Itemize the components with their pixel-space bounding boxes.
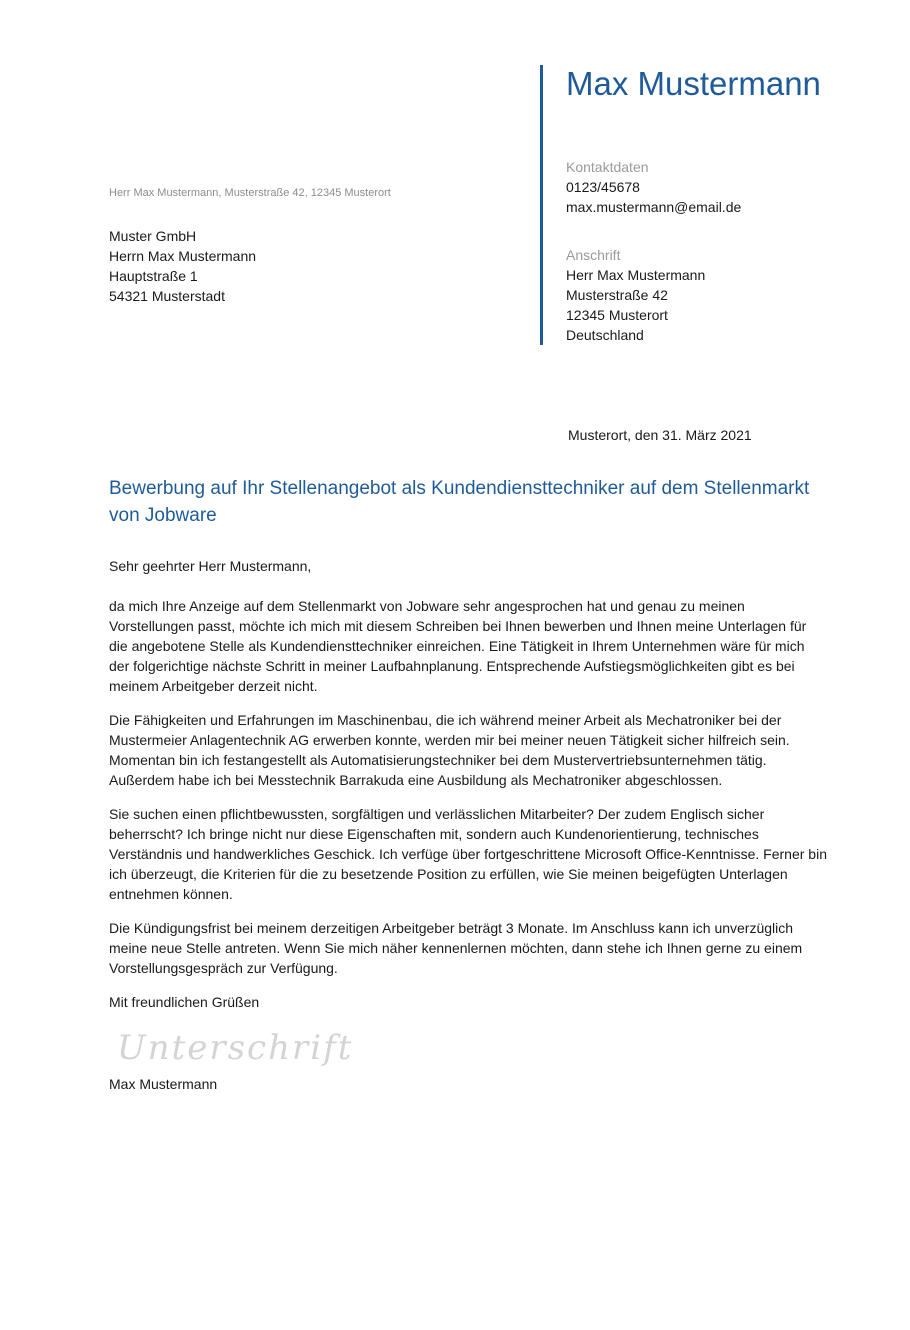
body-paragraph: Die Fähigkeiten und Erfahrungen im Maschinenbau, die ich während meiner Arbeit als Mechatroniker bei der Mustermeier Anlagentechnik AG erwerben konnte, werden mir bei meiner neuen Tätigkeit sicher hilfreich sein. Momentan bin ich festangestellt als Automatisierungstechniker bei dem Mustervertriebsunternehmen tätig. Außerdem habe ich bei Messtechnik Barrakuda eine Ausbildung als Mechatroniker abgeschlossen. xyxy=(109,712,790,788)
recipient-address xyxy=(109,226,256,306)
contact-block xyxy=(566,157,741,345)
body-paragraph: Sie suchen einen pflichtbewussten, sorgfältigen und verlässlichen Mitarbeiter? Der zudem Englisch sicher beherrscht? Ich bringe nicht nur diese Eigenschaften mit, sondern auch Kundenorientierung, technisches Verständnis und handwerkliches Geschick. Ich verfüge über fortgeschrittene Microsoft Office-Kenntnisse. Ferner bin ich überzeugt, die Kriterien für die zu besetzende Position zu erfüllen, wie Sie meinen beigefügten Unterlagen entnehmen können. xyxy=(109,806,827,902)
letter-subject: Bewerbung auf Ihr Stellenangebot als Kundendiensttechniker auf dem Stellenmarkt von Jobware xyxy=(109,478,810,526)
body-paragraph: da mich Ihre Anzeige auf dem Stellenmarkt von Jobware sehr angesprochen hat und genau zu meinen Vorstellungen passt, möchte ich mich mit diesem Schreiben bei Ihnen bewerben und Ihnen meine Unterlagen für die angebotene Stelle als Kundendiensttechniker einreichen. Eine Tätigkeit in Ihrem Unternehmen wäre für mich der folgerichtige nächste Schritt in meiner Laufbahnplanung. Entsprechende Aufstiegsmöglichkeiten gibt es bei meinem Arbeitgeber derzeit nicht. xyxy=(109,598,807,694)
contact-label: Kontaktdaten xyxy=(566,159,649,175)
address-line: Musterstraße 42 xyxy=(566,287,668,303)
sender-return-address: Herr Max Mustermann, Musterstraße 42, 12345 Musterort xyxy=(109,187,391,199)
applicant-name-heading: Max Mustermann xyxy=(566,65,821,102)
recipient-line: Muster GmbH xyxy=(109,228,197,244)
header-accent-bar xyxy=(540,65,543,345)
letter-body xyxy=(109,556,827,1108)
contact-phone: 0123/45678 xyxy=(566,179,640,195)
address-line: Deutschland xyxy=(566,327,644,343)
recipient-line: 54321 Musterstadt xyxy=(109,288,225,304)
letter-date: Musterort, den 31. März 2021 xyxy=(568,427,752,443)
salutation: Sehr geehrter Herr Mustermann, xyxy=(109,558,312,574)
address-line: Herr Max Mustermann xyxy=(566,267,706,283)
signature-placeholder: Unterschrift xyxy=(117,1028,354,1068)
address-line: 12345 Musterort xyxy=(566,307,668,323)
contact-email: max.mustermann@email.de xyxy=(566,199,742,215)
body-paragraph: Die Kündigungsfrist bei meinem derzeitigen Arbeitgeber beträgt 3 Monate. Im Anschluss kann ich unverzüglich meine neue Stelle antreten. Wenn Sie mich näher kennenlernen möchten, dann stehe ich Ihnen gerne zu einem Vorstellungsgespräch zur Verfügung. xyxy=(109,920,803,976)
address-label: Anschrift xyxy=(566,247,621,263)
signed-name: Max Mustermann xyxy=(109,1076,218,1092)
recipient-line: Hauptstraße 1 xyxy=(109,268,198,284)
recipient-line: Herrn Max Mustermann xyxy=(109,248,257,264)
closing-phrase: Mit freundlichen Grüßen xyxy=(109,994,260,1010)
